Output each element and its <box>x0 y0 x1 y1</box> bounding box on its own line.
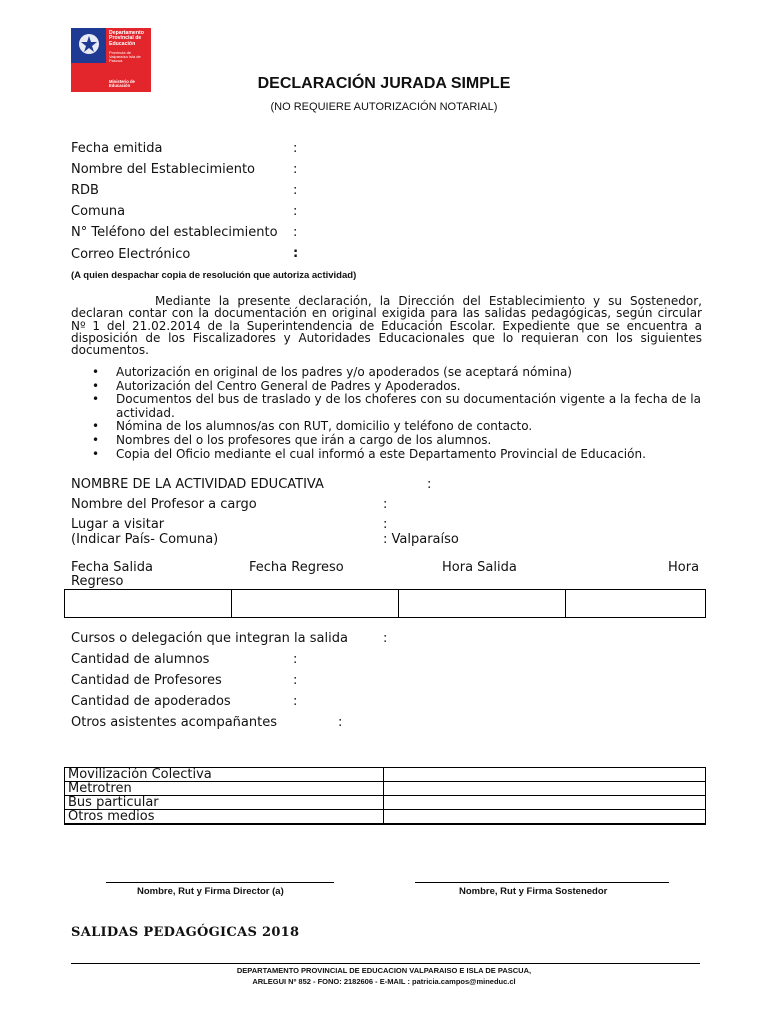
declaration-paragraph <box>71 295 702 356</box>
logo-text-ministry: Ministerio de Educación <box>109 79 135 89</box>
field-establecimiento-colon: : <box>293 162 298 177</box>
cursos-colon: : <box>383 631 388 646</box>
document-subtitle: (NO REQUIERE AUTORIZACIÓN NOTARIAL) <box>270 101 498 113</box>
list-item <box>92 448 704 462</box>
list-item-text: Autorización en original de los padres y/o apoderados (se aceptará nómina) <box>116 365 572 379</box>
director-signature-label: Nombre, Rut y Firma Director (a) <box>137 886 284 897</box>
place-hint: (Indicar País- Comuna) <box>71 532 219 547</box>
list-item <box>92 393 704 420</box>
otros-asistentes-colon: : <box>338 715 343 730</box>
alumnos-label: Cantidad de alumnos <box>71 652 210 667</box>
profesores-colon: : <box>293 673 298 688</box>
transport-row-label: Movilización Colectiva <box>65 768 384 782</box>
fecha-salida-header: Fecha Salida <box>71 560 153 575</box>
required-documents-list <box>92 366 704 461</box>
field-comuna-label: Comuna <box>71 204 126 219</box>
transport-table <box>64 767 706 825</box>
transport-row-value[interactable] <box>384 810 706 825</box>
resolution-note: (A quien despachar copia de resolución que autoriza actividad) <box>71 270 357 281</box>
list-item <box>92 366 704 380</box>
field-correo-colon: : <box>293 246 299 261</box>
sostenedor-signature-line <box>415 882 669 883</box>
field-rdb-colon: : <box>293 183 298 198</box>
bullet-icon: • <box>92 378 100 393</box>
place-value: : Valparaíso <box>383 532 459 547</box>
footer-title: SALIDAS PEDAGÓGICAS 2018 <box>71 925 300 940</box>
footer-address-line1: DEPARTAMENTO PROVINCIAL DE EDUCACION VALPARAISO E ISLA DE PASCUA, <box>236 966 532 975</box>
hora-salida-header: Hora Salida <box>442 560 517 575</box>
transport-row-value[interactable] <box>384 782 706 796</box>
transport-row-label: Otros medios <box>65 810 384 825</box>
transport-row-label: Metrotren <box>65 782 384 796</box>
fecha-regreso-cell[interactable] <box>232 590 399 618</box>
transport-row-value[interactable] <box>384 796 706 810</box>
sostenedor-signature-label: Nombre, Rut y Firma Sostenedor <box>459 886 608 897</box>
field-establecimiento-label: Nombre del Establecimiento <box>71 162 256 177</box>
logo-text-department: Departamento Provincial de Educación <box>109 30 144 47</box>
transport-row-value[interactable] <box>384 768 706 782</box>
footer-divider <box>71 963 700 964</box>
field-telefono-label: N° Teléfono del establecimiento <box>71 225 278 240</box>
field-telefono-colon: : <box>293 225 298 240</box>
bullet-icon: • <box>92 419 100 434</box>
hora-regreso-cell[interactable] <box>566 590 706 618</box>
teacher-label: Nombre del Profesor a cargo <box>71 497 257 512</box>
list-item-text: Copia del Oficio mediante el cual informó a este Departamento Provincial de Educación. <box>116 446 646 461</box>
fecha-salida-cell[interactable] <box>65 590 232 618</box>
place-colon: : <box>383 517 388 532</box>
schedule-table <box>64 589 706 618</box>
field-fecha-emitida-colon: : <box>293 141 298 156</box>
hora-salida-cell[interactable] <box>399 590 566 618</box>
list-item <box>92 420 704 434</box>
coat-of-arms-icon <box>77 32 101 56</box>
hora-regreso-header: Hora <box>668 560 700 575</box>
profesores-label: Cantidad de Profesores <box>71 673 222 688</box>
bullet-icon: • <box>92 365 100 379</box>
list-item-text: Nombres del o los profesores que irán a cargo de los alumnos. <box>116 432 492 447</box>
field-fecha-emitida-label: Fecha emitida <box>71 141 163 156</box>
field-correo-label: Correo Electrónico <box>71 247 191 262</box>
document-title: DECLARACIÓN JURADA SIMPLE <box>257 75 511 92</box>
list-item <box>92 380 704 394</box>
declaration-paragraph-text: Mediante la presente declaración, la Dirección del Establecimiento y su Sostenedor, declaran contar con la documentación en original exigida para las salidas pedagógicas, según circular Nº 1 del 21.02.2014 de la Superintendencia de Educación Escolar. Expediente que se encuentra a disposición de los Fiscalizadores y Autoridades Educacionales que lo requieran con los siguientes documentos. <box>71 294 702 358</box>
bullet-icon: • <box>92 392 100 407</box>
field-comuna-colon: : <box>293 204 298 219</box>
fecha-regreso-header: Fecha Regreso <box>249 560 344 575</box>
list-item <box>92 434 704 448</box>
field-rdb-label: RDB <box>71 183 99 198</box>
activity-name-colon: : <box>427 477 432 492</box>
transport-row-label: Bus particular <box>65 796 384 810</box>
director-signature-line <box>106 882 334 883</box>
logo-text-province: Provincia de Valparaíso Isla de Pascua <box>109 50 141 64</box>
otros-asistentes-label: Otros asistentes acompañantes <box>71 715 277 730</box>
place-label: Lugar a visitar <box>71 517 165 532</box>
apoderados-label: Cantidad de apoderados <box>71 694 231 709</box>
hora-regreso-header-cont: Regreso <box>71 574 124 589</box>
list-item-text: Documentos del bus de traslado y de los choferes con su documentación vigente a la fecha de la actividad. <box>116 392 701 420</box>
bullet-icon: • <box>92 446 100 461</box>
list-item-text: Nómina de los alumnos/as con RUT, domicilio y teléfono de contacto. <box>116 419 533 434</box>
teacher-colon: : <box>383 497 388 512</box>
footer-address-line2: ARLEGUI Nº 852 - FONO: 2182606 - E-MAIL : patricia.campos@mineduc.cl <box>252 977 516 986</box>
bullet-icon: • <box>92 432 100 447</box>
activity-name-label: NOMBRE DE LA ACTIVIDAD EDUCATIVA <box>71 477 324 492</box>
alumnos-colon: : <box>293 652 298 667</box>
list-item-text: Autorización del Centro General de Padres y Apoderados. <box>116 378 461 393</box>
apoderados-colon: : <box>293 694 298 709</box>
cursos-label: Cursos o delegación que integran la salida <box>71 631 348 646</box>
